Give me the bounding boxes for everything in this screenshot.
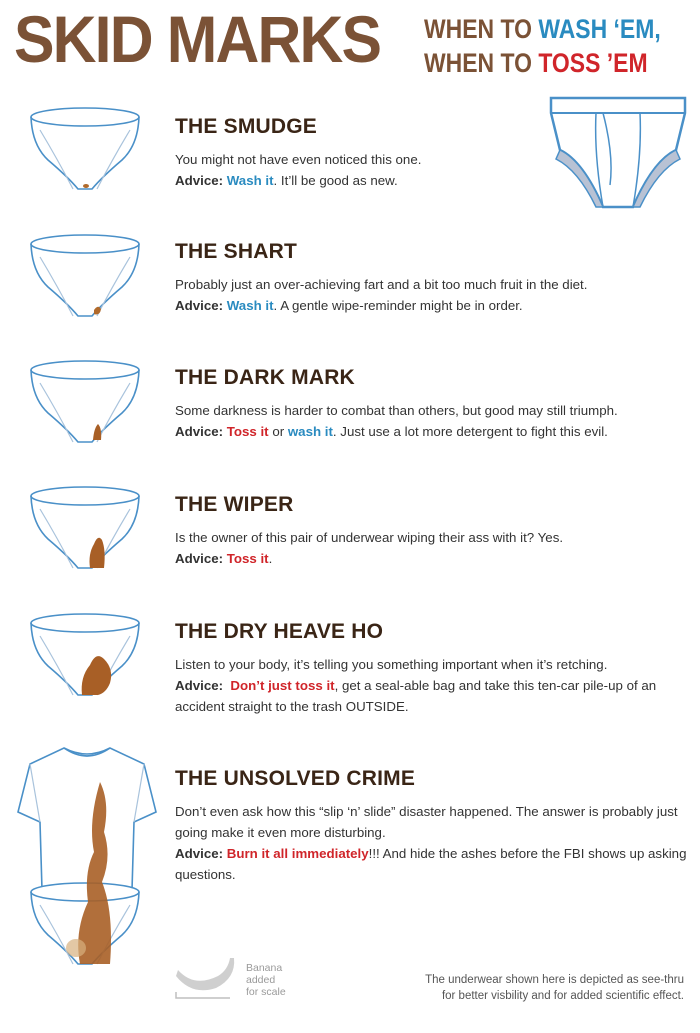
entry-dry-heave-ho [175, 620, 695, 717]
entry-description: Probably just an over-achieving fart and a bit too much fruit in the diet. [175, 277, 588, 292]
banana-text-line: for scale [246, 986, 286, 998]
underwear-smudge-icon [28, 105, 142, 193]
entry-dark-mark [175, 366, 695, 442]
footnote-line: The underwear shown here is depicted as see-thru [425, 974, 684, 986]
underwear-dry-heave-icon [28, 611, 142, 699]
advice-label: Advice: [175, 173, 224, 188]
advice-wash: Wash it [226, 298, 274, 313]
advice-text: !!! And hide the ashes before the FBI shows up asking questions. [175, 846, 687, 882]
entry-smudge [175, 115, 695, 191]
subtitle-wash: WASH ‘EM, [538, 14, 661, 44]
subtitle-line-2 [424, 46, 661, 80]
advice-text: . Just use a lot more detergent to fight this evil. [332, 424, 608, 439]
see-thru-footnote [425, 972, 684, 1004]
entry-advice [175, 675, 695, 717]
advice-text: . [268, 551, 273, 566]
advice-burn: Burn it all immediately [226, 846, 369, 861]
banana-icon [172, 952, 238, 1007]
entry-title: THE DARK MARK [175, 366, 355, 389]
advice-label: Advice: [175, 678, 224, 693]
advice-toss: Toss it [226, 551, 269, 566]
entry-description: You might not have even noticed this one. [175, 152, 422, 167]
entry-advice [175, 170, 695, 191]
advice-text: . A gentle wipe-reminder might be in order. [273, 298, 523, 313]
banana-text-line: Banana [246, 962, 283, 974]
entry-title: THE DRY HEAVE HO [175, 620, 384, 643]
entry-advice [175, 421, 695, 442]
advice-text: , get a seal-able bag and take this ten-car pile-up of an accident straight to the trash OUTSIDE. [175, 678, 660, 714]
banana-text-line: added [246, 974, 276, 986]
entry-description: Don’t even ask how this “slip ‘n’ slide” disaster happened. The answer is probably just going make it even more disturbing. [175, 804, 678, 840]
entry-advice [175, 548, 695, 569]
entry-description: Listen to your body, it’s telling you something important when it’s retching. [175, 657, 608, 672]
entry-title: THE UNSOLVED CRIME [175, 767, 416, 790]
tshirt-and-underwear-icon [14, 742, 160, 972]
subtitle-prefix: WHEN TO [424, 14, 539, 44]
advice-text: or [268, 424, 288, 439]
footnote-line: for better visbility and for added scientific effect. [441, 990, 684, 1002]
advice-toss: Don’t just toss it [223, 678, 335, 693]
entry-advice [175, 295, 695, 316]
underwear-shart-icon [28, 232, 142, 320]
advice-label: Advice: [175, 424, 224, 439]
entry-unsolved-crime [175, 767, 695, 885]
underwear-dark-mark-icon [28, 358, 142, 446]
entry-title: THE WIPER [175, 493, 294, 516]
entry-title: THE SMUDGE [175, 115, 318, 138]
advice-label: Advice: [175, 298, 224, 313]
entry-title: THE SHART [175, 240, 297, 263]
advice-label: Advice: [175, 551, 224, 566]
entry-advice [175, 843, 695, 885]
banana-scale-note [246, 962, 286, 998]
entry-description: Is the owner of this pair of underwear wiping their ass with it? Yes. [175, 530, 564, 545]
advice-wash: wash it [287, 424, 333, 439]
advice-toss: Toss it [226, 424, 269, 439]
page-title: SKID MARKS [14, 2, 381, 76]
subtitle-line-1 [424, 12, 661, 46]
entry-description: Some darkness is harder to combat than others, but good may still triumph. [175, 403, 618, 418]
subtitle-toss: TOSS ’EM [538, 48, 648, 78]
entry-wiper [175, 493, 695, 569]
advice-text: . It’ll be good as new. [273, 173, 398, 188]
underwear-wiper-icon [28, 484, 142, 572]
subtitle-prefix: WHEN TO [424, 48, 539, 78]
advice-label: Advice: [175, 846, 224, 861]
advice-wash: Wash it [226, 173, 274, 188]
entry-shart [175, 240, 695, 316]
page-subtitle [424, 12, 661, 80]
